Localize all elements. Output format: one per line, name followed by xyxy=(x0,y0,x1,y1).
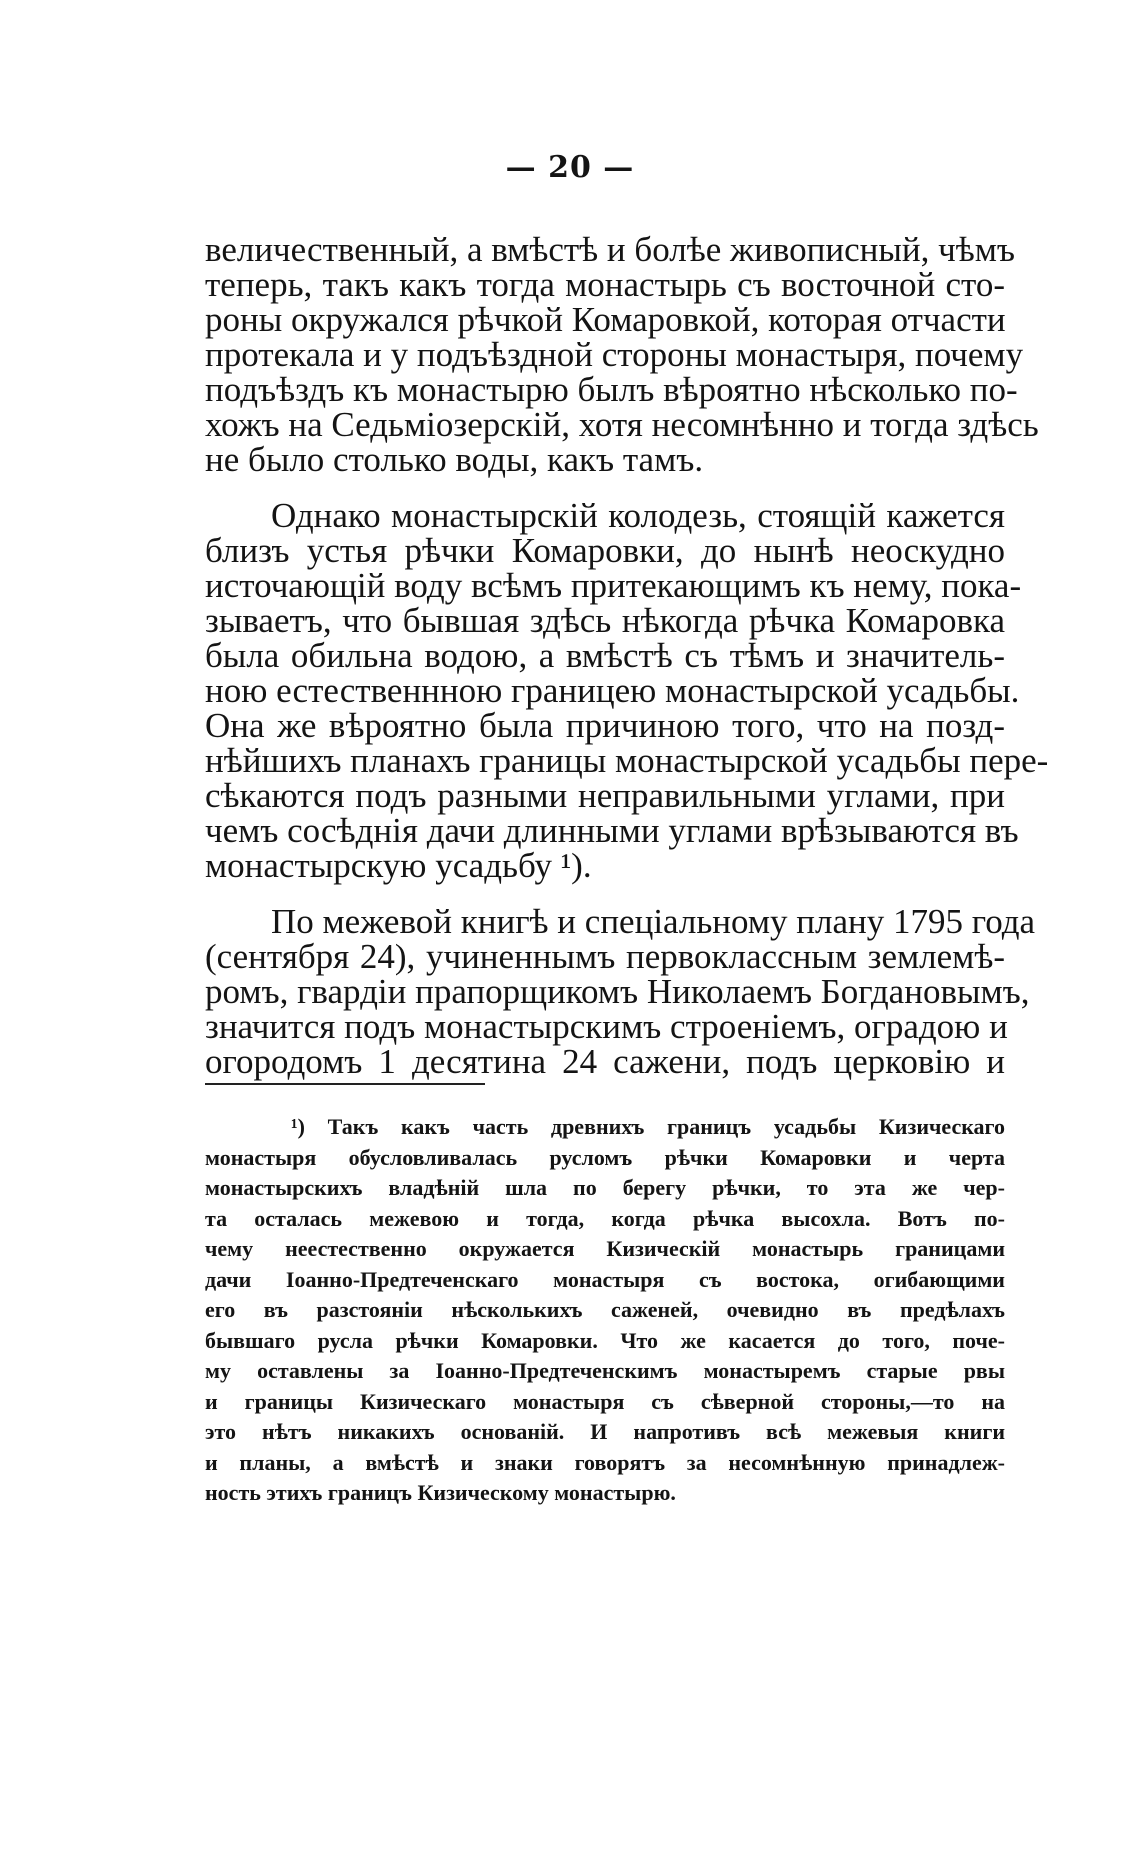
footnote-line: ность этихъ границъ Кизическому монастырю. xyxy=(205,1480,676,1505)
text-line: хожъ на Седьміозерскій, хотя несомнѣнно и тогда здѣсь xyxy=(205,405,1039,444)
text-line: монастырскую усадьбу ¹). xyxy=(205,846,592,885)
paragraph-3 xyxy=(205,902,1036,1081)
text-line: (сентября 24), учиненнымъ первоклассным землемѣ- xyxy=(205,937,1005,976)
text-line: величественный, а вмѣстѣ и болѣе живописный, чѣмъ xyxy=(205,230,1016,269)
footnote-line: му оставлены за Іоанно-Предтеченскимъ монастыремъ старые рвы xyxy=(205,1358,1005,1383)
footnote-line: это нѣтъ никакихъ основаній. И напротивъ всѣ межевыя книги xyxy=(205,1419,1005,1444)
text-line: огородомъ 1 десятина 24 сажени, подъ церковію и xyxy=(205,1042,1005,1081)
footnote-divider xyxy=(205,1083,485,1085)
text-line: роны окружался рѣчкой Комаровкой, которая отчасти xyxy=(205,300,1006,339)
text-line: По межевой книгѣ и спеціальному плану 1795 года xyxy=(271,902,1036,941)
text-line: Однако монастырскій колодезь, стоящій кажется xyxy=(271,496,1005,535)
paragraph-1 xyxy=(205,230,1039,479)
paragraph-2 xyxy=(205,496,1049,885)
text-line: ною естественнною границею монастырской усадьбы. xyxy=(205,671,1020,710)
footnote-line: и границы Кизическаго монастыря съ сѣверной стороны,—то на xyxy=(205,1388,1005,1414)
text-line: источающій воду всѣмъ притекающимъ къ нему, пока- xyxy=(205,566,1022,605)
text-line: нѣйшихъ планахъ границы монастырской усадьбы пере- xyxy=(205,741,1049,780)
text-line: подъѣздъ къ монастырю былъ вѣроятно нѣсколько по- xyxy=(205,370,1018,409)
text-line: ромъ, гвардіи прапорщикомъ Николаемъ Богдановымъ, xyxy=(205,972,1030,1011)
text-line: зываетъ, что бывшая здѣсь нѣкогда рѣчка Комаровка xyxy=(205,601,1005,640)
footnote xyxy=(205,1112,1005,1509)
text-line: теперь, такъ какъ тогда монастырь съ восточной сто- xyxy=(205,265,1005,304)
text-line: близъ устья рѣчки Комаровки, до нынѣ неоскудно xyxy=(205,531,1005,570)
footnote-line: чему неестественно окружается Кизическій монастырь границами xyxy=(205,1236,1005,1261)
footnote-line: монастырскихъ владѣній шла по берегу рѣчки, то эта же чер- xyxy=(205,1175,1005,1200)
footnote-line: ¹) Такъ какъ часть древнихъ границъ усадьбы Кизическаго xyxy=(291,1114,1005,1139)
footnote-line: дачи Іоанно-Предтеченскаго монастыря съ востока, огибающими xyxy=(205,1266,1005,1292)
text-line: сѣкаются подъ разными неправильными углами, при xyxy=(205,776,1005,815)
page-number: — 20 — xyxy=(505,150,635,185)
footnote-line: и планы, а вмѣстѣ и знаки говорятъ за несомнѣнную принадлеж- xyxy=(205,1449,1005,1475)
text-line: протекала и у подъѣздной стороны монастыря, почему xyxy=(205,335,1024,374)
footnote-line: монастыря обусловливалась русломъ рѣчки Комаровки и черта xyxy=(205,1144,1005,1170)
footnote-line: его въ разстояніи нѣсколькихъ саженей, очевидно въ предѣлахъ xyxy=(205,1297,1005,1322)
main-text xyxy=(205,230,1049,1081)
footnote-line: та осталась межевою и тогда, когда рѣчка высохла. Вотъ по- xyxy=(205,1205,1005,1231)
text-line: значится подъ монастырскимъ строеніемъ, оградою и xyxy=(205,1007,1008,1046)
text-line: Она же вѣроятно была причиною того, что на позд- xyxy=(205,706,1005,745)
text-line: была обильна водою, а вмѣстѣ съ тѣмъ и значитель- xyxy=(205,636,1005,675)
footnote-line: бывшаго русла рѣчки Комаровки. Что же касается до того, поче- xyxy=(205,1327,1005,1353)
text-line: не было столько воды, какъ тамъ. xyxy=(205,440,704,479)
text-line: чемъ сосѣднія дачи длинными углами врѣзываются въ xyxy=(205,811,1019,850)
